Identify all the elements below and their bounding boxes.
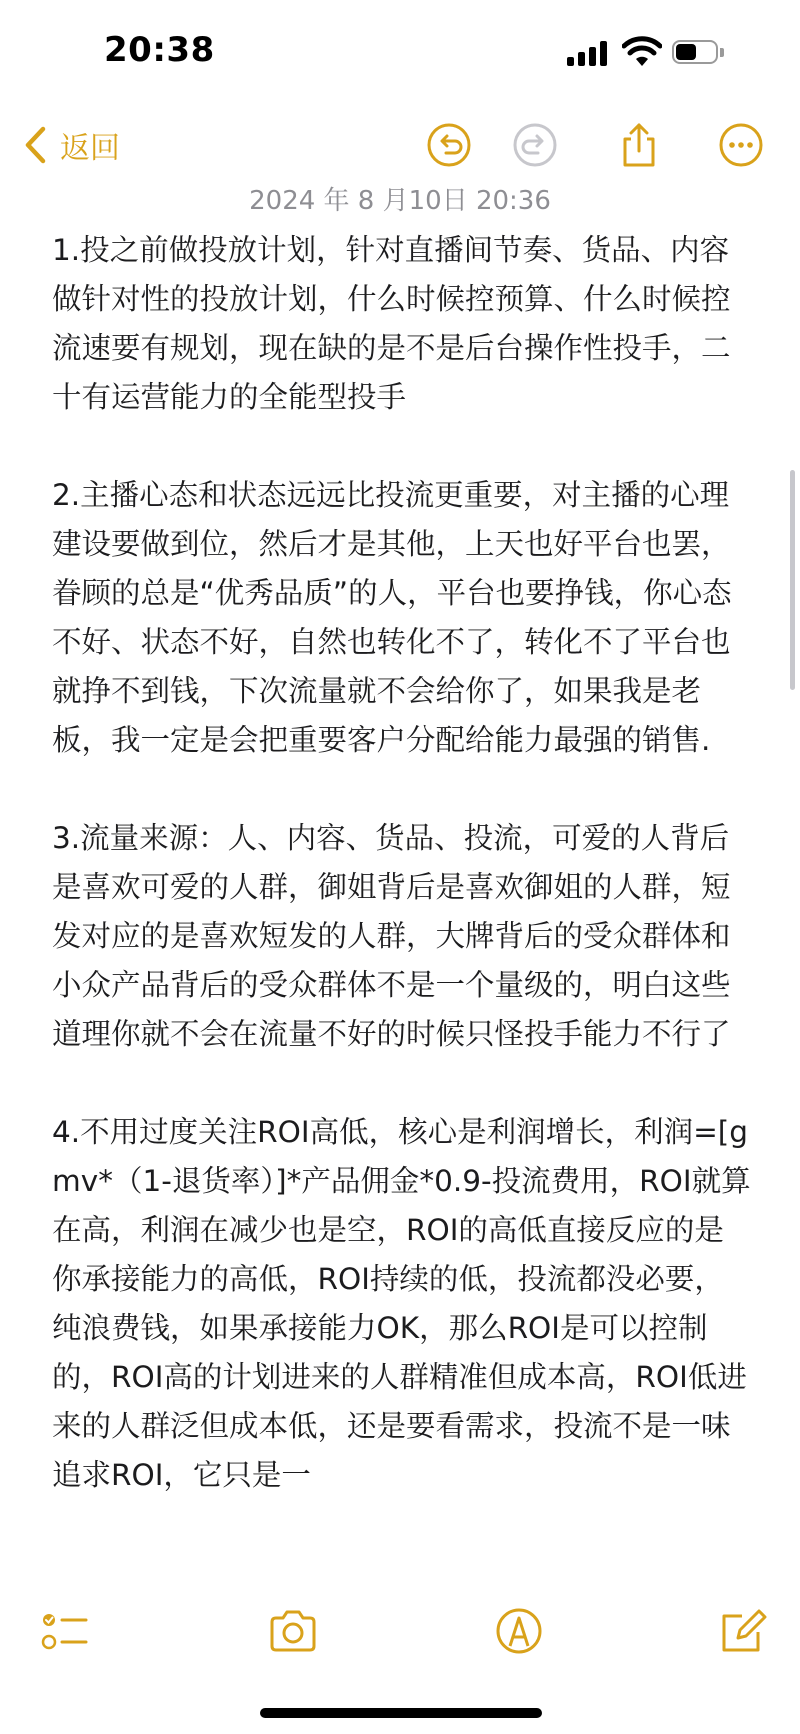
note-paragraph: 3.流量来源：人、内容、货品、投流，可爱的人背后是喜欢可爱的人群，御姐背后是喜欢御姐的人群，短发对应的是喜欢短发的人群，大牌背后的受众群体和小众产品背后的受众群体不是一个量级的，明白这些道理你就不会在流量不好的时候只怪投手能力不行了 (52, 821, 731, 1051)
back-label: 返回 (60, 131, 120, 166)
checklist-icon[interactable] (40, 1606, 90, 1656)
note-date: 2024 年 8 月10日 20:36 (249, 186, 551, 216)
note-paragraph: 4.不用过度关注ROI高低，核心是利润增长，利润=[gmv*（1-退货率）]*产品佣金*0.9-投流费用，ROI就算在高，利润在减少也是空，ROI的高低直接反应的是你承接能力的高低，ROI持续的低，投流都没必要，纯浪费钱，如果承接能力OK，那么ROI是可以控制的，ROI高的计划进来的人群精准但成本高，ROI低进来的人群泛但成本低，还是要看需求，投流不是一味追求ROI，它只是一 (52, 1115, 751, 1492)
chevron-left-icon (22, 125, 48, 165)
nav-bar (0, 110, 800, 180)
note-paragraph: 1.投之前做投放计划，针对直播间节奏、货品、内容做针对性的投放计划，什么时候控预算、什么时候控流速要有规划，现在缺的是不是后台操作性投手，二十有运营能力的全能型投手 (52, 233, 731, 414)
camera-icon[interactable] (268, 1606, 318, 1656)
home-indicator (260, 1708, 542, 1718)
status-bar (0, 0, 800, 110)
scroll-indicator[interactable] (790, 470, 795, 690)
wifi-icon (622, 36, 662, 68)
battery-icon (672, 40, 726, 66)
markup-icon[interactable] (494, 1606, 544, 1656)
compose-icon[interactable] (718, 1606, 768, 1656)
note-body[interactable] (52, 226, 752, 1578)
back-button[interactable] (22, 122, 120, 168)
status-time: 20:38 (104, 30, 215, 70)
more-icon[interactable] (718, 122, 764, 168)
share-icon[interactable] (616, 122, 662, 168)
redo-icon[interactable] (512, 122, 558, 168)
cellular-signal-icon (567, 40, 611, 66)
note-paragraph: 2.主播心态和状态远远比投流更重要，对主播的心理建设要做到位，然后才是其他，上天也好平台也罢，眷顾的总是“优秀品质”的人，平台也要挣钱，你心态不好、状态不好，自然也转化不了，转化不了平台也就挣不到钱，下次流量就不会给你了，如果我是老板，我一定是会把重要客户分配给能力最强的销售. (52, 478, 732, 757)
undo-icon[interactable] (426, 122, 472, 168)
